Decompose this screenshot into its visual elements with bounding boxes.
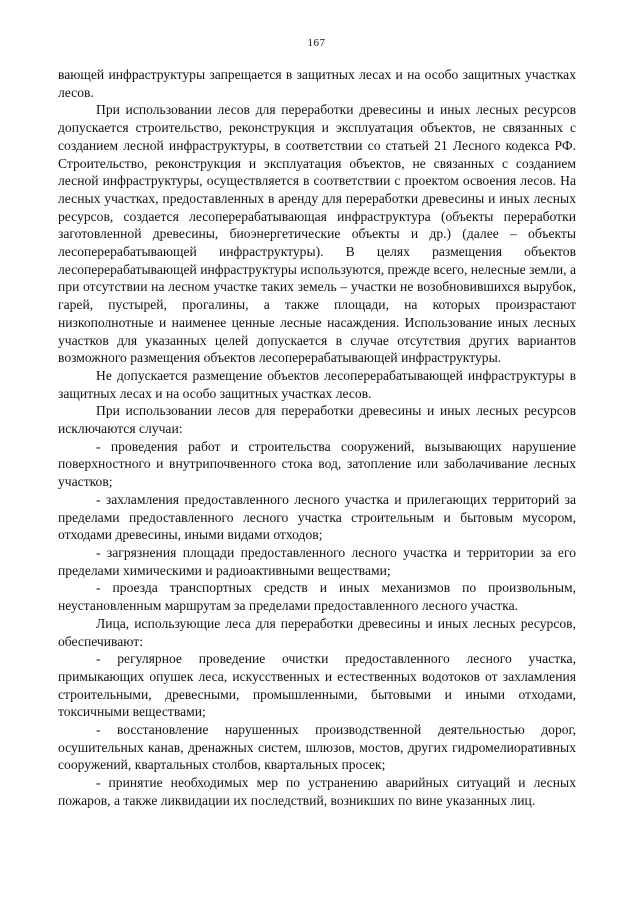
page-number: 167 <box>307 37 326 49</box>
list-item: - принятие необходимых мер по устранению аварийных ситуаций и лесных пожаров, а также ликвидации их последствий, возникших по вине указанных лиц. <box>58 775 576 808</box>
list-item: - проведения работ и строительства сооружений, вызывающих нарушение поверхностного и внутрипочвенного стока вод, затопление или заболачивание лесных участков; <box>58 438 576 490</box>
paragraph: Лица, использующие леса для переработки древесины и иных лесных ресурсов, обеспечивают: <box>58 615 576 649</box>
paragraph: При использовании лесов для переработки древесины и иных лесных ресурсов исключаются случаи: <box>58 403 576 437</box>
list-item: - восстановление нарушенных производственной деятельностью дорог, осушительных канав, дренажных систем, шлюзов, мостов, других гидромелиоративных сооружений, квартальных столбов, квартальных просек; <box>58 722 576 773</box>
paragraph-continuation: вающей инфраструктуры запрещается в защитных лесах и на особо защитных участках лесов. <box>58 67 576 100</box>
list-item: - захламления предоставленного лесного участка и прилегающих территорий за пределами предоставленного лесного участка строительным и бытовым мусором, отходами древесины, иными видами отходов; <box>58 491 576 543</box>
paragraph: Не допускается размещение объектов лесоперерабатывающей инфраструктуры в защитных лесах и на особо защитных участках лесов. <box>58 367 576 401</box>
paragraph: При использовании лесов для переработки древесины и иных лесных ресурсов допускается строительство, реконструкция и эксплуатация объектов, не связанных с созданием лесной инфраструктуры, в соответствии со статьей 21 Лесного кодекса РФ. Строительство, реконструкция и эксплуатация объектов, не связанных с созданием лесной инфраструктуры, осуществляется в соответствии с проектом освоения лесов. На лесных участках, предоставленных в аренду для переработки древесины и иных лесных ресурсов, создается лесоперерабатывающая инфраструктура (объекты переработки заготовленной древесины, биоэнергетические объекты и др.) (далее – объекты лесоперерабатывающей инфраструктуры). В целях размещения объектов лесоперерабатывающей инфраструктуры используются, прежде всего, нелесные земли, а при отсутствии на лесном участке таких земель – участки не возобновившихся вырубок, гарей, пустырей, прогалины, а также площади, на которых произрастают низкополнотные и наименее ценные лесные насаждения. Использование иных лесных участков для указанных целей допускается в случае отсутствия других вариантов возможного размещения объектов лесоперерабатывающей инфраструктуры. <box>58 102 576 366</box>
list-item: - загрязнения площади предоставленного лесного участка и территории за его пределами химическими и радиоактивными веществами; <box>58 544 576 578</box>
list-item: - проезда транспортных средств и иных механизмов по произвольным, неустановленным маршрутам за пределами предоставленного лесного участка. <box>58 580 576 614</box>
list-item: - регулярное проведение очистки предоставленного лесного участка, примыкающих опушек леса, искусственных и естественных водотоков от захламления строительными, древесными, промышленными, бытовыми и иными отходами, токсичными веществами; <box>58 651 576 720</box>
document-body <box>58 66 576 810</box>
